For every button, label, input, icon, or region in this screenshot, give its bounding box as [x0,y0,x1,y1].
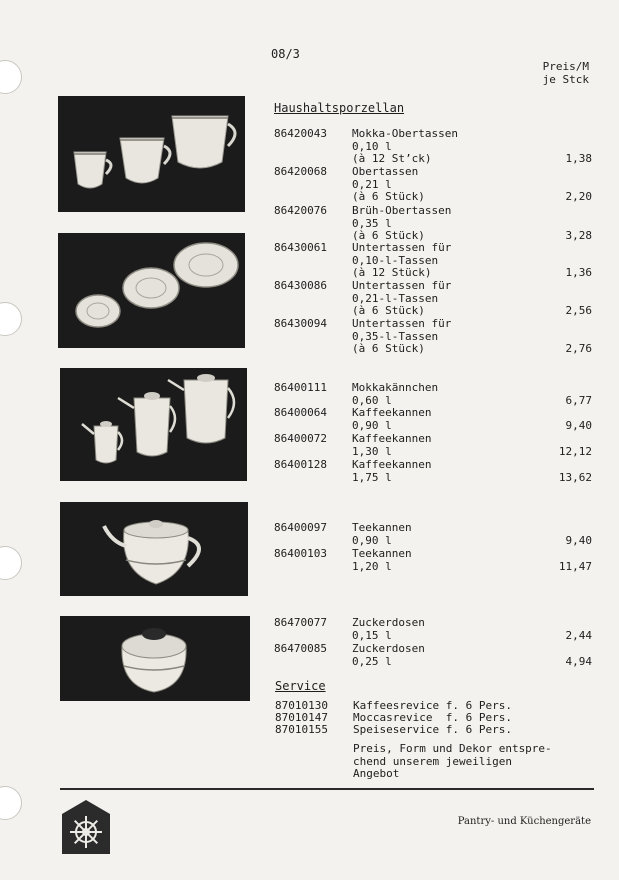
punch-hole [0,60,22,94]
service-item: 87010155 Speiseservice f. 6 Pers. [275,723,512,736]
photo-sugar-bowl [60,616,250,701]
list-item: 86400111 Mokkakännchen 0,60 l 6,77 [274,381,592,407]
list-item: 86400064 Kaffeekannen 0,90 l 9,40 [274,406,592,432]
list-item: 86470077 Zuckerdosen 0,15 l 2,44 [274,616,592,642]
page-number: 08/3 [271,47,300,61]
list-item: 86400128 Kaffeekannen 1,75 l 13,62 [274,458,592,484]
footer-text: Pantry- und Küchengeräte [457,816,591,827]
punch-hole [0,546,22,580]
service-title: Service [275,679,326,693]
ship-wheel-icon [62,800,110,854]
list-item: 86430094 Untertassen für 0,35-l-Tassen (à 6 Stück) 2,76 [274,317,592,356]
list-item: 86400072 Kaffeekannen 1,30 l 12,12 [274,432,592,458]
photo-teapot [60,502,248,596]
photo-cups [58,96,245,212]
footer-rule [60,788,594,790]
list-item: 86430061 Untertassen für 0,10-l-Tassen (à 12 Stück) 1,36 [274,241,592,280]
price-header: Preis/M je Stck [542,60,589,86]
punch-hole [0,786,22,820]
punch-hole [0,302,22,336]
list-item: 86420076 Brüh-Obertassen 0,35 l (à 6 Stück) 3,28 [274,204,592,243]
list-item: 86400103 Teekannen 1,20 l 11,47 [274,547,592,573]
list-item: 86430086 Untertassen für 0,21-l-Tassen (à 6 Stück) 2,56 [274,279,592,318]
note: Preis, Form und Dekor entspre- chend unserem jeweiligen Angebot [353,742,552,780]
list-item: 86420068 Obertassen 0,21 l (à 6 Stück) 2,20 [274,165,592,204]
list-item: 86400097 Teekannen 0,90 l 9,40 [274,521,592,547]
list-item: 86470085 Zuckerdosen 0,25 l 4,94 [274,642,592,668]
photo-coffee-pots [60,368,247,481]
service-item: 87010147 Moccasrevice f. 6 Pers. [275,711,512,724]
photo-saucers [58,233,245,348]
list-item: 86420043 Mokka-Obertassen 0,10 l (à 12 St’ck) 1,38 [274,127,592,166]
service-item: 87010130 Kaffeesrevice f. 6 Pers. [275,699,512,712]
section-title: Haushaltsporzellan [274,101,405,115]
